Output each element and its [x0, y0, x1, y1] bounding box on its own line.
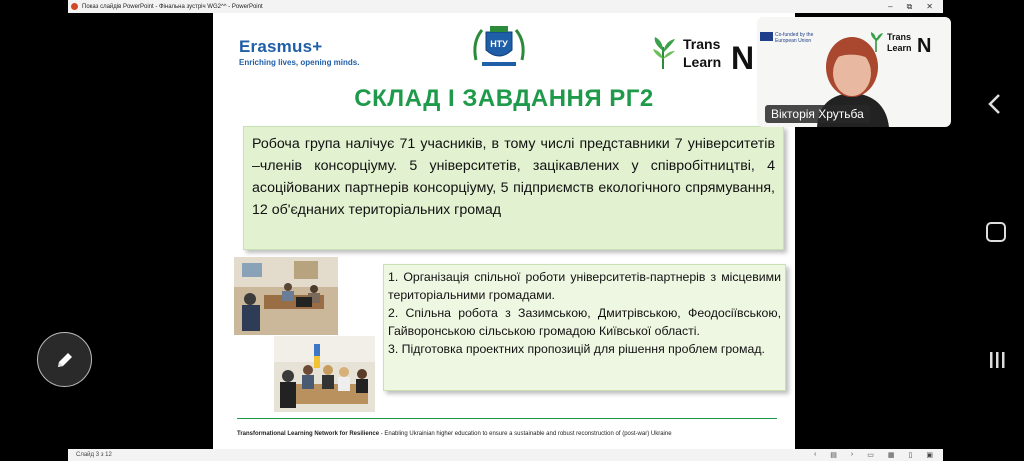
uni-logo-text: НТУ — [490, 39, 508, 49]
close-button[interactable]: ✕ — [926, 1, 933, 11]
slide-counter: Слайд 3 з 12 — [76, 452, 112, 458]
svg-text:N: N — [917, 35, 932, 54]
svg-text:Learn: Learn — [887, 43, 912, 53]
erasmus-logo-text: Erasmus+ — [239, 37, 323, 56]
slide-title: СКЛАД І ЗАВДАННЯ РГ2 — [354, 85, 654, 112]
task-item: 1. Організація спільної роботи університетів-партнерів з місцевими територіальними громадами. — [388, 270, 781, 302]
meeting-photo-2 — [274, 336, 375, 412]
restore-button[interactable]: ⧉ — [906, 1, 913, 11]
university-logo — [468, 20, 530, 70]
minimize-button[interactable]: – — [888, 1, 893, 11]
erasmus-tagline: Enriching lives, opening minds. — [239, 58, 360, 67]
footer-divider — [237, 418, 777, 419]
window-titlebar — [68, 0, 943, 13]
menu-icon[interactable]: ▤ — [830, 452, 837, 459]
eu-flag-icon — [760, 32, 773, 41]
normal-view-icon[interactable]: ▭ — [867, 452, 874, 459]
footer-description: - Enabling Ukrainian higher education to ensure a sustainable and robust reconstruction of (post-war) Ukraine — [379, 431, 672, 437]
next-slide-icon[interactable]: › — [850, 451, 854, 458]
window-title: Показ слайдів PowerPoint - Фінальна зустріч WG2^^ - PowerPoint — [82, 3, 263, 10]
slide — [213, 13, 795, 449]
home-nav-icon[interactable] — [986, 222, 1006, 242]
slide-footer — [237, 431, 787, 437]
recent-apps-icon[interactable] — [988, 350, 1006, 370]
meeting-photo-1 — [234, 257, 338, 335]
slideshow-icon[interactable]: ▣ — [926, 452, 933, 459]
edit-pen-button[interactable] — [37, 332, 92, 387]
reading-view-icon[interactable]: ▯ — [908, 452, 913, 459]
svg-text:Trans: Trans — [887, 32, 912, 42]
working-group-summary: Робоча група налічує 71 учасників, в тому числі представники 7 університетів –членів консорціуму. 5 університетів, зацікавлених у співробітництві, 4 асоційованих партнерів консорціуму, 5 підприємств екологічного спрямування, 12 об'єднаних територіальних громад — [243, 126, 784, 250]
participant-video-tile[interactable] — [757, 17, 951, 127]
prev-slide-icon[interactable]: ‹ — [813, 451, 817, 458]
svg-text:N: N — [731, 40, 755, 73]
cofunded-label: Co-funded by the European Union — [775, 32, 814, 44]
task-item: 2. Спільна робота з Зазимською, Дмитрівською, Феодосіївською, Гайворонською сільською громадою Київської області. — [388, 306, 781, 338]
status-bar — [68, 449, 943, 461]
footer-project-name: Transformational Learning Network for Resilience — [237, 431, 380, 437]
slide-sorter-icon[interactable]: ▦ — [887, 452, 895, 459]
pen-icon — [54, 349, 76, 371]
task-item: 3. Підготовка проектних пропозицій для рішення проблем громад. — [388, 342, 765, 356]
erasmus-logo — [239, 37, 359, 67]
powerpoint-icon — [71, 3, 78, 10]
svg-text:Trans: Trans — [683, 36, 721, 52]
svg-text:Learn: Learn — [683, 54, 722, 70]
back-nav-icon[interactable] — [987, 92, 1003, 116]
tasks-box — [383, 264, 786, 391]
participant-name: Вікторія Хрутьба — [765, 105, 870, 123]
